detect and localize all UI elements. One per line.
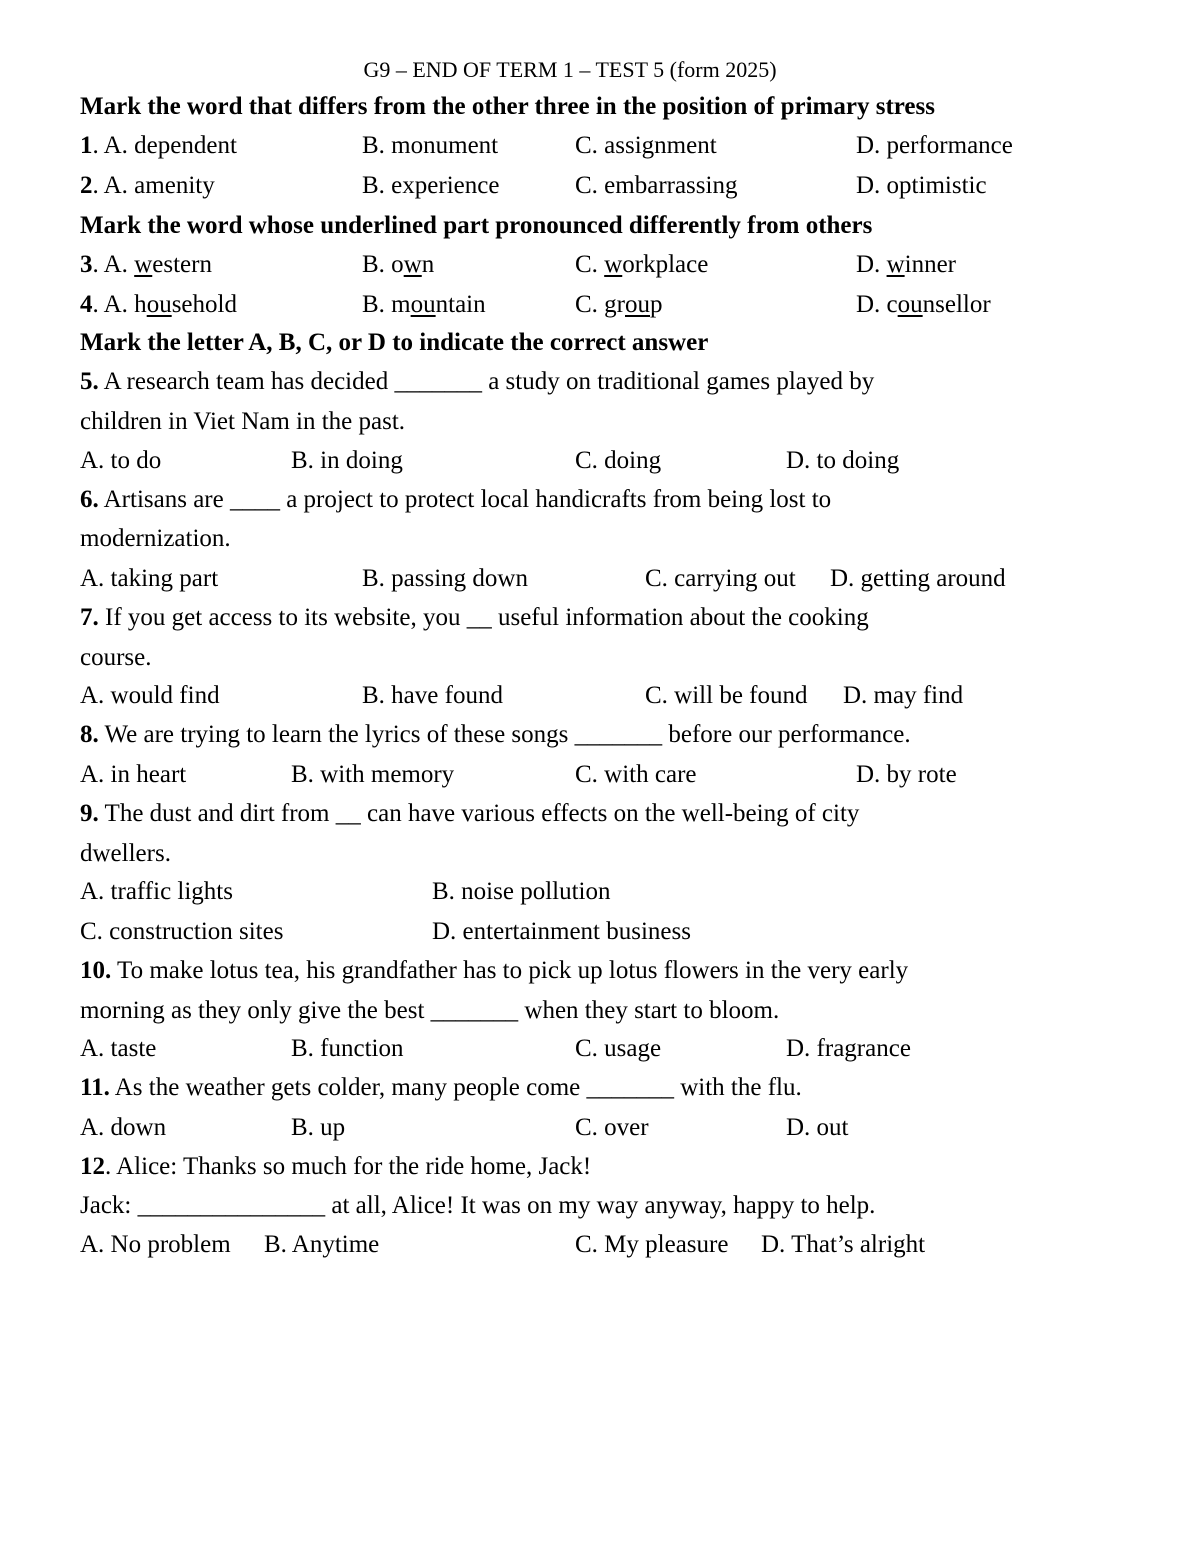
question-12-option-a: A. No problem [80, 1231, 231, 1258]
question-12-option-d: D. That’s alright [761, 1231, 926, 1258]
q3c-underlined: w [604, 251, 623, 278]
question-7-line-2: course. [80, 644, 152, 671]
question-5-stem [80, 367, 874, 397]
q3c-post: orkplace [622, 251, 709, 278]
q3d-post: inner [904, 251, 956, 278]
question-4-option-a: 4. A. household [80, 291, 237, 318]
q4b-post: ntain [435, 291, 486, 318]
q3b-post: n [421, 251, 435, 278]
question-3-option-b [362, 250, 434, 280]
question-1-option-a-text: A. dependent [103, 132, 237, 159]
question-6-line-2: modernization. [80, 525, 231, 552]
question-8-option-d: D. by rote [856, 761, 957, 788]
q4b-pre: B. m [362, 291, 411, 318]
question-4-option-d [856, 290, 991, 320]
question-2-option-d: D. optimistic [856, 172, 987, 199]
question-2-option-c: C. embarrassing [575, 172, 738, 199]
question-3-option-d [856, 250, 956, 280]
q4c-post: p [650, 291, 663, 318]
question-12-line-2: Jack: _______________ at all, Alice! It was on my way anyway, happy to help. [80, 1192, 876, 1219]
question-11-option-a: A. down [80, 1114, 167, 1141]
question-1-option-a: 1. A. dependent [80, 132, 237, 159]
question-6-option-d: D. getting around [830, 565, 1006, 592]
q3b-underlined: w [403, 251, 422, 278]
question-2-number: 2 [80, 172, 93, 199]
question-5-option-a: A. to do [80, 447, 162, 474]
q4b-underlined: ou [410, 291, 436, 318]
q3a-underlined: w [134, 251, 153, 278]
question-10-stem [80, 956, 908, 986]
question-4-option-c [575, 290, 663, 320]
question-5-option-b: B. in doing [291, 447, 403, 474]
question-11-number: 11. [80, 1074, 110, 1101]
question-1-number: 1 [80, 132, 93, 159]
question-6-stem [80, 485, 831, 515]
section-heading-correct-answer: Mark the letter A, B, C, or D to indicate the correct answer [80, 329, 709, 356]
question-9-number: 9. [80, 800, 99, 827]
question-6-option-c: C. carrying out [645, 565, 796, 592]
q4a-underlined: ou [146, 291, 172, 318]
section-heading-stress: Mark the word that differs from the other three in the position of primary stress [80, 93, 935, 120]
question-6-line-1: Artisans are ____ a project to protect local handicrafts from being lost to [98, 486, 832, 513]
q3d-pre: D. [856, 251, 887, 278]
question-7-stem [80, 603, 869, 633]
question-3-option-c [575, 250, 708, 280]
question-8-option-b: B. with memory [291, 761, 455, 788]
question-11-line-1: As the weather gets colder, many people come _______ with the flu. [109, 1074, 802, 1101]
question-4-option-b [362, 290, 486, 320]
q3b-pre: B. o [362, 251, 404, 278]
q3d-underlined: w [886, 251, 905, 278]
question-2-option-a-text: A. amenity [103, 172, 215, 199]
question-5-number: 5. [80, 368, 99, 395]
question-9-stem [80, 799, 859, 829]
question-11-option-d: D. out [786, 1114, 849, 1141]
q4d-underlined: ou [897, 291, 923, 318]
question-11-option-b: B. up [291, 1114, 346, 1141]
question-10-line-1: To make lotus tea, his grandfather has to pick up lotus flowers in the very early [111, 957, 909, 984]
question-12-line-1: . Alice: Thanks so much for the ride home, Jack! [105, 1153, 592, 1180]
question-10-option-a: A. taste [80, 1035, 157, 1062]
q3c-pre: C. [575, 251, 605, 278]
question-1-option-b: B. monument [362, 132, 499, 159]
question-3-number: 3 [80, 251, 93, 278]
question-8-option-a: A. in heart [80, 761, 187, 788]
q4d-pre: D. c [856, 291, 898, 318]
question-10-line-2: morning as they only give the best _______ when they start to bloom. [80, 997, 780, 1024]
question-3-option-a: 3. A. western [80, 251, 212, 278]
question-5-line-2: children in Viet Nam in the past. [80, 408, 406, 435]
question-9-line-2: dwellers. [80, 840, 171, 867]
question-5-line-1: A research team has decided _______ a study on traditional games played by [98, 368, 875, 395]
question-8-line-1: We are trying to learn the lyrics of these songs _______ before our performance. [98, 721, 911, 748]
q4a-post: sehold [171, 291, 237, 318]
question-6-number: 6. [80, 486, 99, 513]
question-1-option-c: C. assignment [575, 132, 717, 159]
q3a-post: estern [152, 251, 212, 278]
question-11-stem [80, 1073, 802, 1103]
question-12-stem [80, 1152, 591, 1182]
question-5-option-d: D. to doing [786, 447, 900, 474]
q4c-underlined: ou [625, 291, 650, 318]
question-8-stem [80, 720, 911, 750]
question-8-number: 8. [80, 721, 99, 748]
question-6-option-b: B. passing down [362, 565, 528, 592]
question-1-option-d: D. performance [856, 132, 1013, 159]
question-7-number: 7. [80, 604, 99, 631]
question-4-number: 4 [80, 291, 93, 318]
question-9-option-d: D. entertainment business [432, 918, 691, 945]
page-title: G9 – END OF TERM 1 – TEST 5 (form 2025) [363, 57, 777, 82]
question-6-option-a: A. taking part [80, 565, 219, 592]
question-12-option-b: B. Anytime [264, 1231, 380, 1258]
question-9-line-1: The dust and dirt from __ can have various effects on the well-being of city [98, 800, 860, 827]
question-10-option-c: C. usage [575, 1035, 662, 1062]
question-2-option-a: 2. A. amenity [80, 172, 215, 199]
question-10-option-d: D. fragrance [786, 1035, 911, 1062]
q4c-pre: C. gr [575, 291, 625, 318]
question-12-option-c: C. My pleasure [575, 1231, 729, 1258]
question-9-option-a: A. traffic lights [80, 878, 233, 905]
q3a-pre: A. [103, 251, 135, 278]
question-9-option-c: C. construction sites [80, 918, 284, 945]
q4d-post: nsellor [922, 291, 991, 318]
question-7-option-a: A. would find [80, 682, 220, 709]
q4a-pre: A. h [103, 291, 147, 318]
question-11-option-c: C. over [575, 1114, 649, 1141]
question-12-number: 12 [80, 1153, 105, 1180]
question-7-option-c: C. will be found [645, 682, 808, 709]
question-10-number: 10. [80, 957, 112, 984]
question-7-line-1: If you get access to its website, you __ useful information about the cooking [98, 604, 869, 631]
section-heading-pronunciation: Mark the word whose underlined part pronounced differently from others [80, 212, 873, 239]
question-7-option-d: D. may find [843, 682, 964, 709]
question-8-option-c: C. with care [575, 761, 697, 788]
question-2-option-b: B. experience [362, 172, 500, 199]
question-10-option-b: B. function [291, 1035, 404, 1062]
question-5-option-c: C. doing [575, 447, 662, 474]
question-7-option-b: B. have found [362, 682, 503, 709]
question-9-option-b: B. noise pollution [432, 878, 611, 905]
